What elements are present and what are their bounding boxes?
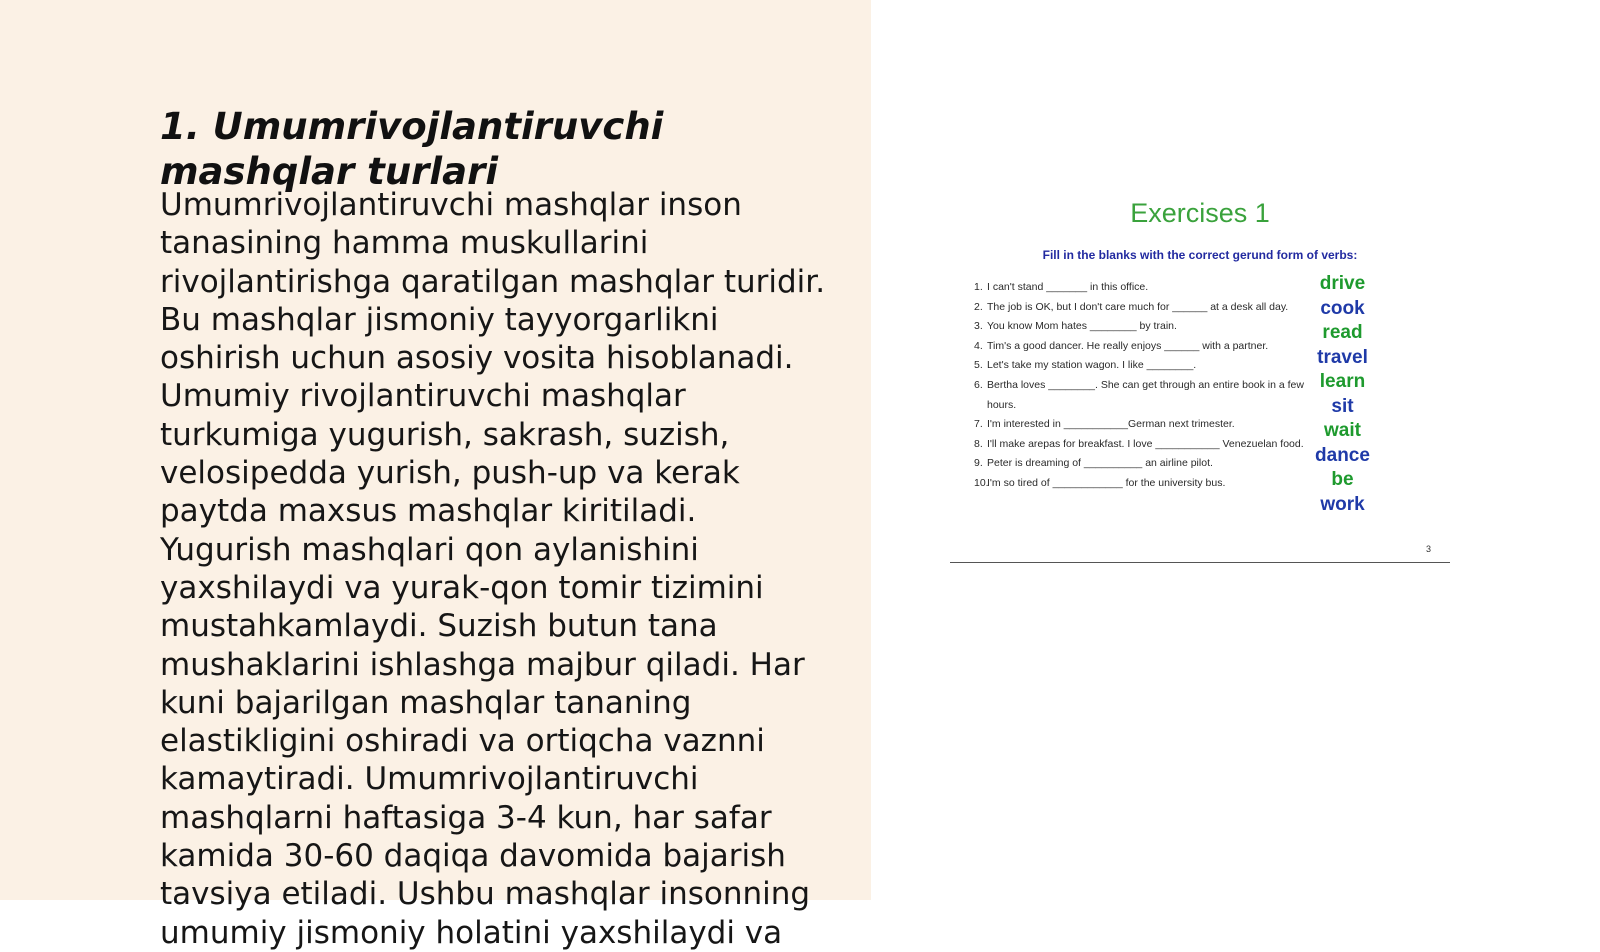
worksheet-sentence: 5. Let's take my station wagon. I like ________. [974, 359, 1197, 372]
word-bank-item: travel [1317, 346, 1368, 368]
word-bank-item: drive [1319, 273, 1366, 294]
worksheet-sentence: 10. I'm so tired of ____________ for the university bus. [974, 476, 1226, 489]
worksheet-sentence: 4. Tim's a good dancer. He really enjoys ______ with a partner. [974, 339, 1269, 352]
worksheet-instructions: Fill in the blanks with the correct gerund form of verbs: [1042, 248, 1358, 262]
worksheet-sentence: 7. I'm interested in ___________German next trimester. [974, 418, 1235, 431]
word-bank-item: sit [1331, 395, 1354, 417]
worksheet-sentence: 1. I can't stand _______ in this office. [974, 281, 1149, 293]
word-bank-item: dance [1315, 444, 1370, 466]
worksheet-sentence: 6. Bertha loves ________. She can get through an entire book in a few hours. [974, 378, 1304, 411]
worksheet-word-bank [1295, 272, 1390, 517]
word-bank-item: learn [1319, 371, 1366, 392]
word-bank-item: read [1322, 322, 1363, 343]
worksheet-sentence: 2. The job is OK, but I don't care much for ______ at a desk all day. [974, 300, 1289, 313]
worksheet-sentence: 3. You know Mom hates ________ by train. [974, 320, 1177, 333]
slide-title: 1. Umumrivojlantiruvchi mashqlar turlari [160, 105, 664, 193]
worksheet-image [950, 190, 1450, 565]
word-bank-item: work [1320, 493, 1365, 515]
slide-body-text: Umumrivojlantiruvchi mashqlar inson tanasining hamma muskullarini rivojlantirishga qaratilgan mashqlar turidir. Bu mashqlar jismoniy tayyorgarlikni oshirish uchun asosiy vosita hisoblanadi. Umumiy rivojlantiruvchi mashqlar turkumiga yugurish, sakrash, suzish, velosipedda yurish, push-up va kerak paytda maxsus mashqlar kiritiladi. Yugurish mashqlari qon aylanishini yaxshilaydi va yurak-qon tomir tizimini mustahkamlaydi. Suzish butun tana mushaklarini ishlashga majbur qiladi. Har kuni bajarilgan mashqlar tananing elastikligini oshiradi va ortiqcha vaznni kamaytiradi. Umumrivojlantiruvchi mashqlarni haftasiga 3-4 kun, har safar kamida 30-60 daqiqa davomida bajarish tavsiya etiladi. Ushbu mashqlar insonning umumiy jismoniy holatini yaxshilaydi va [160, 187, 826, 951]
word-bank-item: wait [1324, 420, 1361, 441]
worksheet-sentence: 8. I'll make arepas for breakfast. I love ___________ Venezuelan food. [974, 437, 1304, 450]
worksheet-sentence-list [974, 278, 1324, 494]
word-bank-item: be [1331, 469, 1354, 490]
worksheet-page-number: 3 [1426, 544, 1432, 554]
worksheet-title: Exercises 1 [1130, 198, 1270, 228]
worksheet-sentence: 9. Peter is dreaming of __________ an airline pilot. [974, 457, 1213, 470]
worksheet-divider [950, 562, 1450, 563]
word-bank-item: cook [1320, 297, 1365, 319]
